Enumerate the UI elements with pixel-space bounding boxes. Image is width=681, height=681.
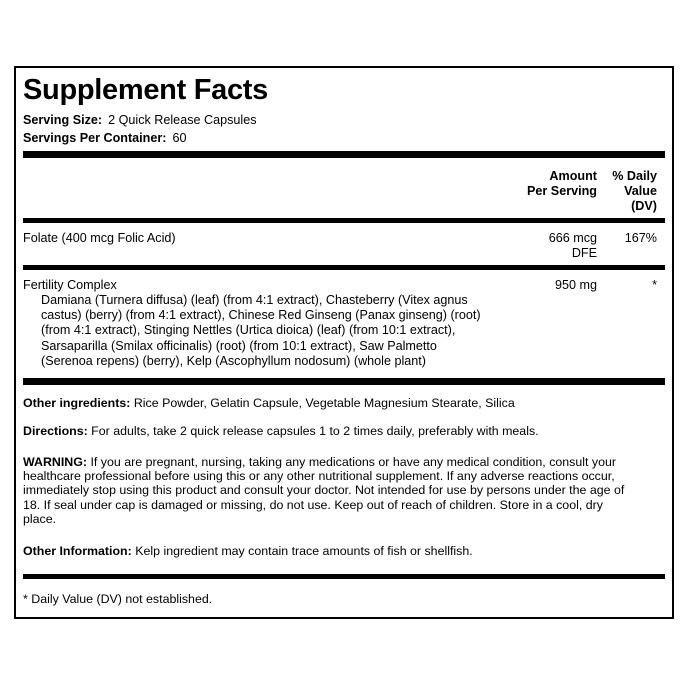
- servings-per-container-label: Servings Per Container:: [23, 131, 167, 145]
- serving-size-label: Serving Size:: [23, 113, 103, 127]
- other-ingredients-text: Rice Powder, Gelatin Capsule, Vegetable Magnesium Stearate, Silica: [133, 396, 515, 411]
- rule: [23, 265, 665, 270]
- table-header-row: [23, 169, 665, 214]
- amount-per-serving-header: Amount Per Serving: [527, 169, 597, 198]
- nutrient-daily-value: *: [652, 278, 657, 292]
- warning-label: WARNING:: [23, 454, 88, 469]
- nutrient-name: Folate (400 mcg Folic Acid): [23, 231, 176, 245]
- other-ingredients-label: Other ingredients:: [23, 396, 131, 411]
- thick-rule: [23, 151, 665, 158]
- serving-size-row: [23, 111, 665, 129]
- daily-value-footnote: * Daily Value (DV) not established.: [23, 592, 213, 607]
- directions-label: Directions:: [23, 424, 88, 439]
- other-ingredients-section: [23, 396, 665, 410]
- directions-text: For adults, take 2 quick release capsules 1 to 2 times daily, preferably with meals.: [91, 424, 539, 439]
- warning-section: [23, 455, 665, 526]
- directions-section: [23, 424, 665, 438]
- rule: [23, 574, 665, 579]
- rule: [23, 218, 665, 223]
- other-information-section: [23, 544, 665, 558]
- nutrient-amount: 950 mg: [554, 278, 597, 292]
- nutrient-daily-value: 167%: [624, 231, 657, 245]
- servings-per-container-value: 60: [172, 131, 187, 145]
- nutrient-name: Fertility Complex: [23, 278, 117, 292]
- other-information-label: Other Information:: [23, 544, 132, 559]
- serving-size-value: 2 Quick Release Capsules: [108, 113, 257, 127]
- panel-title: Supplement Facts: [23, 74, 268, 106]
- warning-text: If you are pregnant, nursing, taking any medications or have any medical condition, consult your healthcare professional before using this or any other nutritional supplement. If any adverse reactions occur, immediately stop using this product and consult your doctor. Not intended for use by persons under the age of 18. If seal under cap is damaged or missing, do not use. Keep out of reach of children. Store in a cool, dry place.: [23, 454, 625, 526]
- fertility-complex-ingredients: Damiana (Turnera diffusa) (leaf) (from 4:1 extract), Chasteberry (Vitex agnus castus) (berry) (from 4:1 extract), Chinese Red Ginseng (Panax ginseng) (root) (from 4:1 extract), Stinging Nettles (Urtica dioica) (leaf) (from 10:1 extract), Sarsaparilla (Smilax officinalis) (root) (from 10:1 extract), Saw Palmetto (Serenoa repens) (berry), Kelp (Ascophyllum nodosum) (whole plant): [41, 293, 481, 368]
- nutrient-amount: 666 mcg DFE: [548, 231, 597, 260]
- servings-per-container-row: [23, 129, 665, 147]
- table-row: [23, 231, 665, 261]
- other-information-text: Kelp ingredient may contain trace amounts of fish or shellfish.: [135, 544, 473, 559]
- percent-daily-value-header: % Daily Value (DV): [612, 169, 657, 213]
- thick-rule: [23, 378, 665, 385]
- supplement-facts-panel: [14, 66, 674, 619]
- table-row: [23, 278, 665, 293]
